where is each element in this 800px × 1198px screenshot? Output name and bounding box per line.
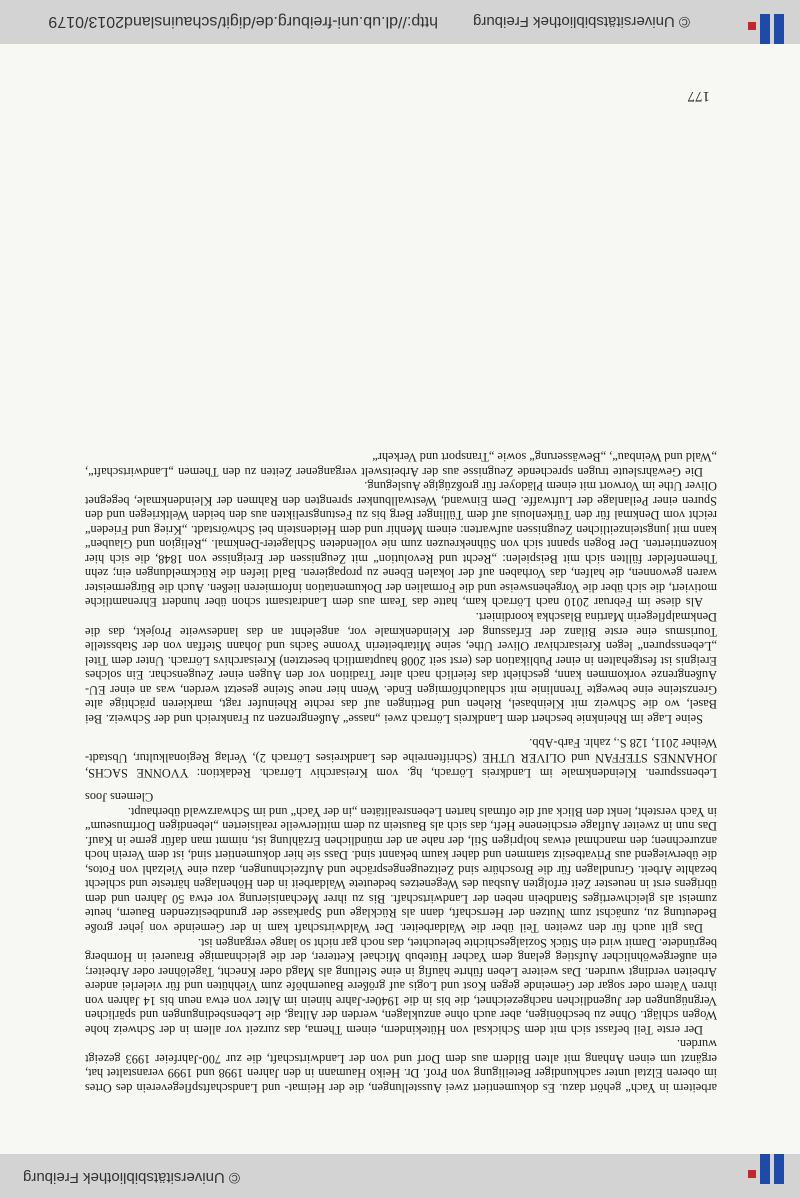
footer-bar — [0, 0, 800, 44]
review1-para3: Das gilt auch für den zweiten Teil über die Waldarbeiter. Der Waldwirtschaft kam in der Gemeinde von jeher große Bedeutung zu, zunächst zum Nutzen der Herrschaft, dann als Rücklage und Sparkasse der grundbesitzenden Bauern, heute zumeist als gleichwertiges Standbein neben der Landwirtschaft. Bis zu ihrer Mechanisierung vor etwa 50 Jahren und dem übrigens erst in neuester Zeit erfolgten Ausbau des Wegenetzes bedeutete Waldarbeit in den Höhenlagen härteste und schlecht bezahlte Arbeit. Grundlagen für die Broschüre sind Zeitzeugengespräche und Aufzeichnungen, dazu eine Vielzahl von Fotos, die überwiegend aus Privatbesitz stammen und daher kaum bekannt sind. Dass sie hier dokumentiert sind, ist dem Verein hoch anzurechnen; den manchmal etwas holprigen Stil, der nahe an der mündlichen Erzählung ist, nimmt man dafür gerne in Kauf. Das nun in zweiter Auflage erschienene Heft, das sich als Baustein zu dem mittlerweile realisierten „lebendigen Dorfmuseum“ in Yach versteht, lenkt den Blick auf die oftmals harten Lebensrealitäten „in der Yach“ und im Schwarzwald überhaupt. — [85, 804, 717, 935]
header-bar — [0, 1154, 800, 1198]
review1-para1: arbeitern in Yach“ gehört dazu. Es dokumentiert zwei Ausstellungen, die der Heimat- und Landschaftspflegeverein des Ortes im oberen Elztal unter sachkundiger Beteiligung von Prof. Dr. Heiko Haumann in den Jahren 1998 und 1999 veranstaltet hat, ergänzt um einen Anhang mit alten Bildern aus dem Dorf und von der Landwirtschaft, die zur 700-Jahrfeier 1993 gezeigt wurden. — [85, 1037, 717, 1095]
review1-para2: Der erste Teil befasst sich mit dem Schicksal von Hütekindern, einem Thema, das zurzeit vor allem in der Schweiz hohe Wogen schlägt. Ohne zu beschönigen, aber auch ohne anzuklagen, werden der Alltag, die Lebensbedingungen und spärlichen Vergnügungen der Jugendlichen nachgezeichnet, die bis in die 1940er-Jahre hinein im Alter von etwa neun bis 14 Jahren von ihren Vätern oder sogar der Gemeinde gegen Kost und Logis auf größere Bauernhöfe zum Viehhüten und für vielerlei andere Arbeiten verdingt wurden. Das weitere Leben führte häufig in eine Stellung als Magd oder Knecht, Tagelöhner oder Arbeiter; ein außergewöhnlicher Aufstieg gelang dem Yacher Hütebub Michael Ketterer, der die gleichnamige Brauerei in Hornberg begründete. Damit wird ein Stück Sozialgeschichte beleuchtet, das noch gar nicht so lange vergangen ist. — [85, 935, 717, 1037]
library-copyright-footer: © Universitätsbibliothek Freiburg — [473, 13, 690, 30]
review2-para3: Die Gewährsleute trugen sprechende Zeugnisse aus der Arbeitswelt vergangener Zeiten zu den Themen „Landwirtschaft“, „Wald und Weinbau“, „Bewässerung“ sowie „Transport und Verkehr“ — [85, 450, 717, 479]
review1-author: Clemens Joos — [85, 790, 154, 805]
library-copyright: © Universitätsbibliothek Freiburg — [23, 1169, 240, 1186]
review2-citation: Lebensspuren. Kleindenkmale im Landkreis Lörrach, hg. vom Kreisarchiv Lörrach. Redaktion: YVONNE SACHS, JOHANNES STEFFAN und OLIVER UTHE (Schriftenreihe des Landkreises Lörrach 2), Verlag Regionalkultur, Ubstadt-Weiher 2011, 128 S., zahlr. Farb-Abb. — [85, 736, 717, 780]
page-url[interactable]: http://dl.ub.uni-freiburg.de/digit/schauinsland2013/0179 — [48, 13, 438, 30]
review2-para1: Seine Lage im Rheinknie beschert dem Landkreis Lörrach zwei „nasse“ Außengrenzen zu Frankreich und der Schweiz. Bei Basel, wo die Schweiz mit Kleinbasel, Riehen und Bettingen auf das rechte Rheinufer ragt, markieren prächtige alte Grenzsteine eine bewegte Trennlinie mit schlauchförmigen Ende. Wenn hier neue Steine gesetzt werden, was an einer EU-Außengrenze vorkommen kann, geschieht das feierlich nach alter Tradition vor den Augen einer Zeugenschar. Ein solches Ereignis ist festgehalten in einer Publikation des (erst seit 2008 hauptamtlich besetzten) Kreisarchivs Lörrach. Unter dem Titel „Lebensspuren“ legen Kreisarchivar Oliver Uthe, seine Mitarbeiterin Yvonne Sachs und Johann Steffan von der Stabsstelle Tourismus eine erste Bilanz der Erfassung der Kleindenkmale vor, angelehnt an das landesweite Projekt, das die Denkmalpflegerin Martina Blaschka koordiniert. — [85, 610, 717, 726]
ub-logo-icon-footer — [746, 0, 792, 44]
page-number: 177 — [687, 88, 710, 104]
ub-logo-icon — [746, 1154, 792, 1198]
review2-para2: Als diese im Februar 2010 nach Lörrach kam, hatte das Team aus dem Landratsamt schon über hundert Ehrenamtliche motiviert, die sich über die Vorgehensweise und die Formalien der Dokumentation informieren ließen. Auch die Bürgermeister waren gewonnen, die halfen, das Vorhaben auf der lokalen Ebene zu propagieren. Bald liefen die Rückmeldungen ein; zehn Themenfelder füllten sich mit Beispielen: „Recht und Revolution“ mit Zeugnissen der Ereignisse von 1848, die sich hier konzentrierten. Der Bogen spannt sich von Sühnekreuzen zum nie vollendeten Schlageter-Denkmal. „Religion und Glauben“ kann mit jungsteinzeitlichen Zeugnissen aufwarten: einem Menhir und dem Heidenstein bei Schwörstadt. „Krieg und Frieden“ reicht vom Denkmal für den Türkenlouis auf dem Tüllinger Berg bis zu Festungsrelikten aus den beiden Weltkriegen und den Spuren einer Peilanlage der Luftwaffe. Dem Einwand, Westwallbunker sprengten den Rahmen der Kleindenkmale, begegnet Oliver Uthe im Vorwort mit einem Plädoyer für großzügige Auslegung. — [85, 479, 717, 610]
body-text — [85, 449, 717, 1095]
